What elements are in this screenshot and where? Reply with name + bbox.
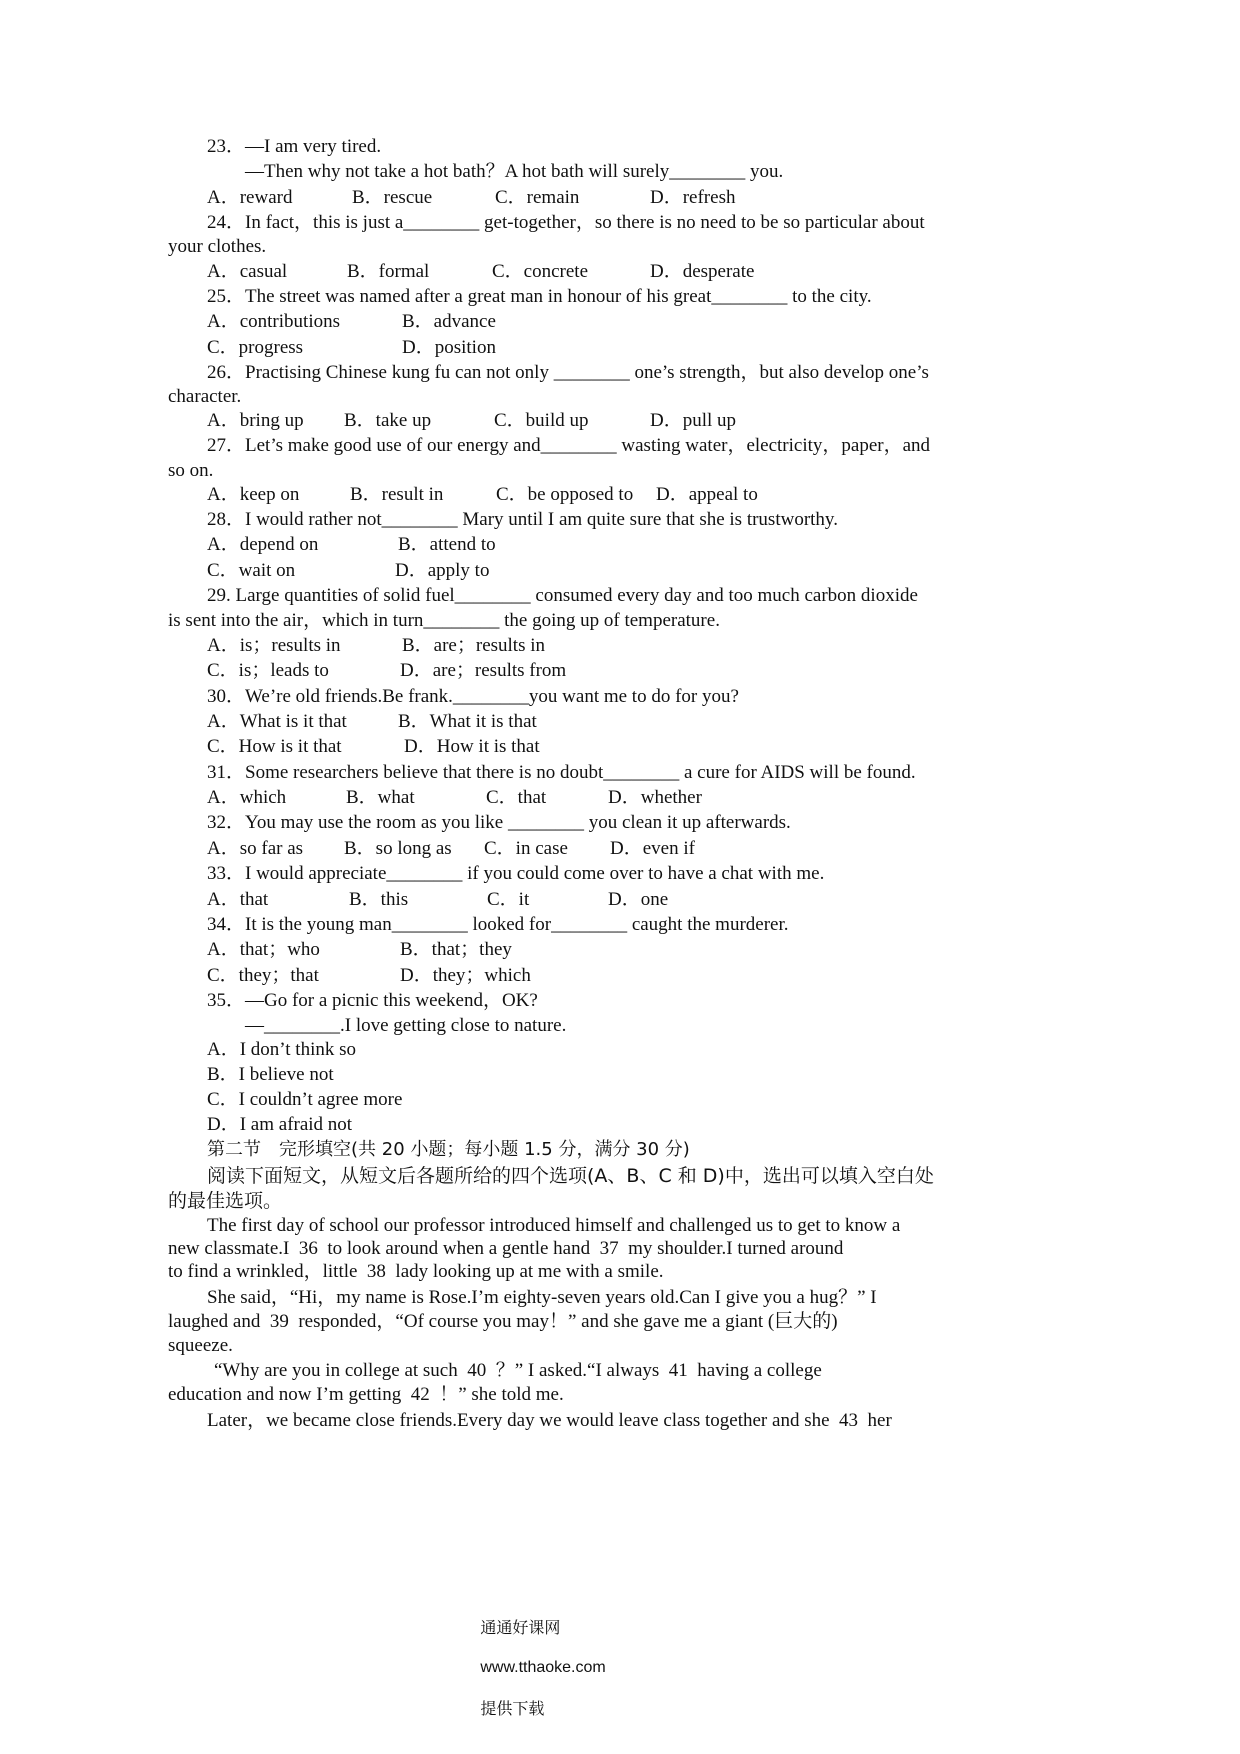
q31-option-c: C．that [486,787,547,808]
q25-option-b: B．advance [402,311,496,332]
section-instruction-line-1: 阅读下面短文，从短文后各题所给的四个选项(A、B、C 和 D)中，选出可以填入空白处 [207,1165,934,1187]
q26-option-c: C．build up [494,410,589,431]
section-heading: 第二节 完形填空(共 20 小题；每小题 1.5 分，满分 30 分) [207,1139,690,1160]
q31-option-a: A．which [207,787,287,808]
q25-option-c: C．progress [207,337,304,358]
q24-option-b: B．formal [347,261,430,282]
q30-option-b: B．What it is that [398,711,537,732]
q32-option-d: D．even if [610,838,695,859]
question-23-line-2: —Then why not take a hot bath？A hot bath will surely________ you. [245,161,784,182]
q32-option-b: B．so long as [344,838,452,859]
q27-option-b: B．result in [350,484,444,505]
q26-option-d: D．pull up [650,410,737,431]
q30-option-c: C．How is it that [207,736,342,757]
question-26-line-1: 26．Practising Chinese kung fu can not only ________ one’s strength，but also develop one’s [207,362,929,383]
question-29-line-1: 29. Large quantities of solid fuel________ consumed every day and too much carbon dioxide [207,585,918,606]
section-instruction-line-2: 的最佳选项。 [168,1190,283,1212]
q27-option-a: A．keep on [207,484,300,505]
q23-option-d: D．refresh [650,187,736,208]
question-27-line-1: 27．Let’s make good use of our energy and________ wasting water，electricity，paper，and [207,435,931,456]
q30-option-d: D．How it is that [404,736,540,757]
q34-option-d: D．they；which [400,965,531,986]
q29-option-d: D．are；results from [400,660,567,681]
q28-option-b: B．attend to [398,534,496,555]
q27-option-d: D．appeal to [656,484,758,505]
passage-line-8: education and now I’m getting 42 ！” she told me. [168,1384,564,1405]
passage-line-7: “Why are you in college at such 40 ？” I asked.“I always 41 having a college [214,1360,822,1381]
q34-option-c: C．they；that [207,965,319,986]
q35-option-c: C．I couldn’t agree more [207,1089,403,1110]
q35-option-b: B．I believe not [207,1064,334,1085]
q28-option-a: A．depend on [207,534,319,555]
question-27-line-2: so on. [168,460,214,481]
q26-option-b: B．take up [344,410,432,431]
q23-option-a: A．reward [207,187,293,208]
q24-option-d: D．desperate [650,261,755,282]
q33-option-c: C．it [487,889,530,910]
passage-line-5: laughed and 39 responded，“Of course you may！” and she gave me a giant (巨大的) [168,1311,838,1332]
page-footer [460,1596,606,1738]
q33-option-b: B．this [349,889,409,910]
footer-download-text: 提供下载 [480,1699,545,1718]
q34-option-a: A．that；who [207,939,320,960]
passage-line-6: squeeze. [168,1335,233,1356]
question-23-line-1: 23．—I am very tired. [207,136,382,157]
q29-option-b: B．are；results in [402,635,546,656]
q24-option-c: C．concrete [492,261,589,282]
q35-option-d: D．I am afraid not [207,1114,353,1135]
q27-option-c: C．be opposed to [496,484,634,505]
q29-option-c: C．is；leads to [207,660,329,681]
passage-line-9: Later，we became close friends.Every day we would leave class together and she 43 her [207,1410,892,1431]
q25-option-a: A．contributions [207,311,340,332]
q30-option-a: A．What is it that [207,711,347,732]
q31-option-d: D．whether [608,787,702,808]
q32-option-c: C．in case [484,838,568,859]
q33-option-d: D．one [608,889,669,910]
q31-option-b: B．what [346,787,415,808]
passage-line-2: new classmate.I 36 to look around when a gentle hand 37 my shoulder.I turned around [168,1238,844,1259]
q29-option-a: A．is；results in [207,635,341,656]
q35-option-a: A．I don’t think so [207,1039,357,1060]
q33-option-a: A．that [207,889,269,910]
q23-option-c: C．remain [495,187,580,208]
question-33-line-1: 33．I would appreciate________ if you could come over to have a chat with me. [207,863,825,884]
q28-option-d: D．apply to [395,560,490,581]
footer-url[interactable]: www.tthaoke.com [480,1659,606,1676]
question-26-line-2: character. [168,386,242,407]
q26-option-a: A．bring up [207,410,304,431]
passage-line-1: The first day of school our professor introduced himself and challenged us to get to know a [207,1215,901,1236]
question-35-line-2: —________.I love getting close to nature. [245,1015,567,1036]
question-31-line-1: 31．Some researchers believe that there is no doubt________ a cure for AIDS will be found. [207,762,916,783]
question-29-line-2: is sent into the air，which in turn________ the going up of temperature. [168,610,720,631]
passage-line-4: She said，“Hi，my name is Rose.I’m eighty-seven years old.Can I give you a hug？” I [207,1287,877,1308]
q28-option-c: C．wait on [207,560,296,581]
q24-option-a: A．casual [207,261,288,282]
passage-line-3: to find a wrinkled，little 38 lady looking up at me with a smile. [168,1261,664,1282]
q32-option-a: A．so far as [207,838,304,859]
footer-site-name: 通通好课网 [480,1618,561,1637]
question-35-line-1: 35．—Go for a picnic this weekend，OK? [207,990,538,1011]
q34-option-b: B．that；they [400,939,512,960]
q23-option-b: B．rescue [352,187,433,208]
q25-option-d: D．position [402,337,496,358]
question-34-line-1: 34．It is the young man________ looked for________ caught the murderer. [207,914,789,935]
question-24-line-1: 24．In fact，this is just a________ get-together，so there is no need to be so particular about [207,212,925,233]
question-28-line-1: 28．I would rather not________ Mary until I am quite sure that she is trustworthy. [207,509,838,530]
question-30-line-1: 30．We’re old friends.Be frank.________you want me to do for you? [207,686,739,707]
question-32-line-1: 32．You may use the room as you like ________ you clean it up afterwards. [207,812,791,833]
question-25-line-1: 25．The street was named after a great man in honour of his great________ to the city. [207,286,872,307]
question-24-line-2: your clothes. [168,236,267,257]
